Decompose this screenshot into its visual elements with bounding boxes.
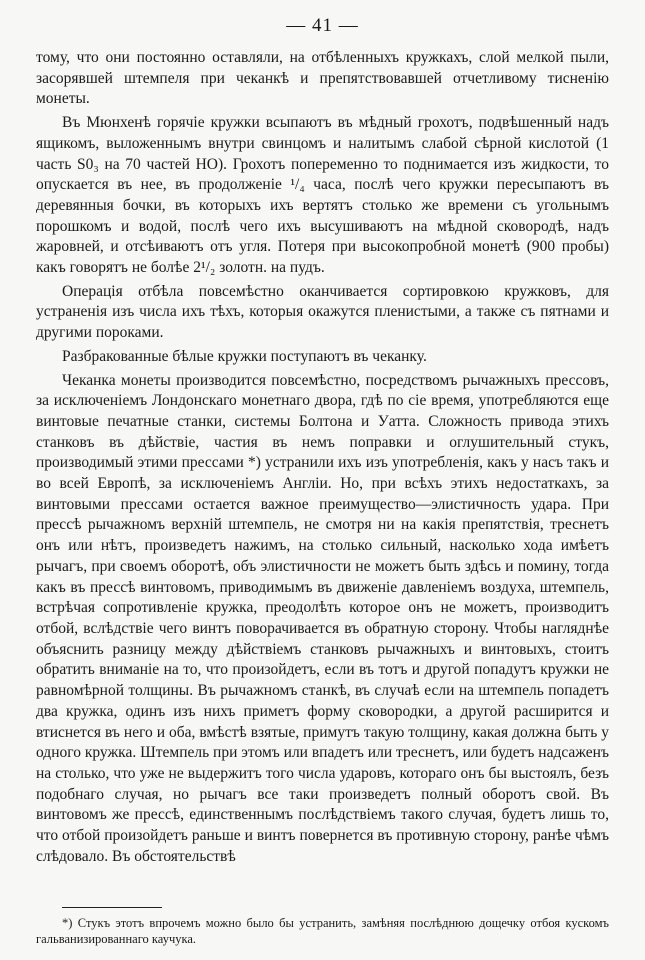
footnote-divider: [62, 907, 162, 908]
footnote: *) Стукъ этотъ впрочемъ можно было бы устранить, замѣняя послѣднюю дощечку отбоя кускомъ гальванизированнаго каучука.: [36, 916, 609, 946]
paragraph: Въ Мюнхенѣ горячіе кружки всыпаютъ въ мѣдный грохотъ, подвѣшенный надъ ящикомъ, выложеннымъ внутри свинцомъ и налитымъ слабой сѣрной кислотой (1 часть S0₃ на 70 частей НО). Грохотъ попеременно то поднимается изъ жидкости, то опускается въ нее, въ продолженіе ¹/₄ часа, послѣ чего кружки пересыпаютъ въ деревянныя бочки, въ которыхъ ихъ вертятъ столько же времени съ угольнымъ порошкомъ и водой, послѣ чего ихъ высушиваютъ на мѣдной сковородѣ, надъ жаровней, и отсѣиваютъ отъ угля. Потеря при высокопробной монетѣ (900 пробы) какъ говорятъ не болѣе 2¹/₂ золотн. на пудъ.: [36, 114, 609, 277]
paragraph: тому, что они постоянно оставляли, на отбѣленныхъ кружкахъ, слой мелкой пыли, засорявшей штемпеля при чеканкѣ и препятствовавшей отчетливому тисненію монеты.: [36, 49, 609, 108]
paragraph: Разбракованные бѣлые кружки поступаютъ въ чеканку.: [62, 347, 427, 365]
page-number: — 41 —: [286, 15, 359, 36]
paragraph: Чеканка монеты производится повсемѣстно, посредствомъ рычажныхъ прессовъ, за исключеніемъ Лондонскаго монетнаго двора, гдѣ по сіе время, употребляются еще винтовые печатные станки, системы Болтона и Уатта. Сложность привода этихъ станковъ въ дѣйствіе, частия въ немъ поправки и оглушительный стукъ, производимый этими прессами *) устранили ихъ изъ употребленія, какъ у насъ такъ и во всей Европѣ, за исключеніемъ Англіи. Но, при всѣхъ этихъ недостаткахъ, за винтовыми прессами остается важное преимущество—элистичность удара. При прессѣ рычажномъ верхній штемпель, не смотря ни на какія препятствія, треснетъ онъ или нѣтъ, произведетъ нажимъ, на столько сильный, насколько хода имѣетъ рычагъ, при своемъ оборотѣ, объ элистичности не можетъ быть здѣсь и помину, тогда какъ въ прессѣ винтовомъ, приводимымъ въ движеніе давленіемъ воздуха, штемпель, встрѣчая сопротивленіе кружка, преодолѣть которое онъ не можетъ, производитъ отбой, вслѣдствіе чего винтъ поворачивается въ обратную сторону. Чтобы нагляднѣе объяснить разницу между дѣйствіемъ станковъ рычажныхъ и винтовыхъ, стоитъ обратить вниманіе на то, что произойдетъ, если въ тотъ и другой попадутъ кружки не равномѣрной толщины. Въ рычажномъ станкѣ, въ случаѣ если на штемпель попадетъ два кружка, одинъ изъ нихъ приметъ форму сковородки, а другой расширится и втиснется въ него и оба, вмѣстѣ взятые, примутъ такую толщину, какая должна быть у одного кружка. Штемпель при этомъ или впадетъ или треснетъ, или будетъ надсаженъ на столько, что уже не выдержитъ того числа ударовъ, котораго онъ бы выстоялъ, безъ подобнаго случая, но рычагъ все таки произведетъ полный оборотъ свой. Въ винтовомъ же прессѣ, единственнымъ послѣдствіемъ такого случая, будетъ лишь то, что отбой произойдетъ раньше и винтъ повернется въ противную сторону, ранѣе чѣмъ слѣдовало. Въ обстоятельствѣ: [36, 371, 609, 865]
paragraph: Операція отбѣла повсемѣстно оканчивается сортировкою кружковъ, для устраненія изъ числа ихъ тѣхъ, которыя окажутся пленистыми, а также съ пятнами и другими пороками.: [36, 282, 609, 342]
body-text: [36, 48, 609, 867]
